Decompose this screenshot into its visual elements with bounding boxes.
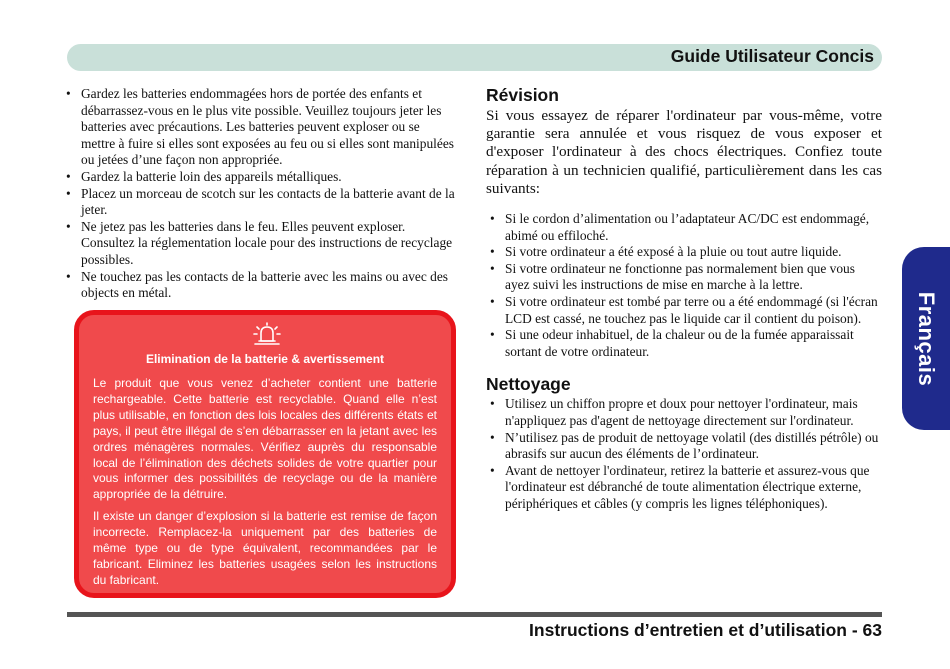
left-column: [62, 86, 457, 302]
list-item: • Avant de nettoyer l'ordinateur, retirez la batterie et assurez-vous que l'ordinateur est débranché de toute alimentation électrique externe, périphériques et câbles (y compris les lignes téléphoniques).: [486, 463, 882, 513]
warning-paragraph: Il existe un danger d’explosion si la batterie est remise de façon incorrecte. Remplacez-la uniquement par des batteries de même type ou de type équivalent, recommandées par le fabricant. Eliminez les batteries usagées selon les instructions du fabricant.: [93, 509, 437, 587]
header-title: Guide Utilisateur Concis: [670, 46, 874, 66]
list-item: • Gardez la batterie loin des appareils métalliques.: [62, 169, 457, 186]
list-item: • Si le cordon d’alimentation ou l’adaptateur AC/DC est endommagé, abimé ou effiloché.: [486, 211, 882, 244]
list-item: • Ne jetez pas les batteries dans le feu. Elles peuvent exploser. Consultez la réglementation locale pour des instructions de recyclage possibles.: [62, 219, 457, 269]
language-tab-label: Français: [914, 291, 939, 386]
language-tab: [902, 247, 950, 430]
list-item: • Si une odeur inhabituel, de la chaleur ou de la fumée apparaissait sortant de votre ordinateur.: [486, 327, 882, 360]
warning-title: Elimination de la batterie & avertissement: [145, 352, 385, 366]
list-item: • Si votre ordinateur ne fonctionne pas normalement bien que vous ayez suivi les instructions de mise en marche à la lettre.: [486, 261, 882, 294]
list-item: • Ne touchez pas les contacts de la batterie avec les mains ou avec des objects en métal.: [62, 269, 457, 302]
right-column: [486, 85, 882, 513]
footer-divider: [67, 612, 882, 617]
list-item: • Si votre ordinateur est tombé par terre ou a été endommagé (si l'écran LCD est cassé, ne touchez pas le liquide car il contient du poison).: [486, 294, 882, 327]
footer-title: Instructions d’entretien et d’utilisation - 63: [529, 620, 882, 640]
nettoyage-bullet-list: [486, 396, 882, 512]
battery-warning-box: [74, 310, 456, 598]
list-item: • Placez un morceau de scotch sur les contacts de la batterie avant de la jeter.: [62, 186, 457, 219]
warning-body: [93, 376, 437, 589]
list-item: • Gardez les batteries endommagées hors de portée des enfants et débarrassez-vous en le plus vite possible. Veuillez toujours jeter les batteries avec précautions. Les batteries peuvent exploser ou se mettre à fuire si elles sont exposées au feu ou si elles sont manipulées ou jetées d’une façon non appropriée.: [62, 86, 457, 169]
warning-bell-icon: [251, 321, 283, 347]
header-bar: [67, 44, 882, 71]
revision-heading: Révision: [486, 85, 559, 105]
nettoyage-heading: Nettoyage: [486, 374, 571, 395]
revision-bullet-list: [486, 211, 882, 360]
list-item: • Si votre ordinateur a été exposé à la pluie ou tout autre liquide.: [486, 244, 882, 261]
list-item: • Utilisez un chiffon propre et doux pour nettoyer l'ordinateur, mais n'appliquez pas d'agent de nettoyage directement sur l'ordinateur.: [486, 396, 882, 429]
revision-intro: Si vous essayez de réparer l'ordinateur par vous-même, votre garantie sera annulée et vous risquez de vous exposer et d'exposer l'ordinateur à des chocs électriques. Confiez toute réparation à un technicien qualifié, particulièrement dans les cas suivants:: [486, 107, 882, 197]
warning-paragraph: Le produit que vous venez d’acheter contient une batterie rechargeable. Cette batterie est recyclable. Quand elle n’est plus utilisable, en fonction des lois locales des différents états et pays, il peut être illégal de s’en débarrasser en la jetant avec les ordres ménagères normales. Vérifiez auprès du responsable local de l’élimination des déchets solides de votre quartier pour vous informer des possibilités de recyclage ou de la manière appropriée de la détruire.: [93, 376, 437, 502]
list-item: • N’utilisez pas de produit de nettoyage volatil (des distillés pétrôle) ou abrasifs sur aucun des éléments de l’ordinateur.: [486, 430, 882, 463]
battery-bullet-list: [62, 86, 457, 302]
